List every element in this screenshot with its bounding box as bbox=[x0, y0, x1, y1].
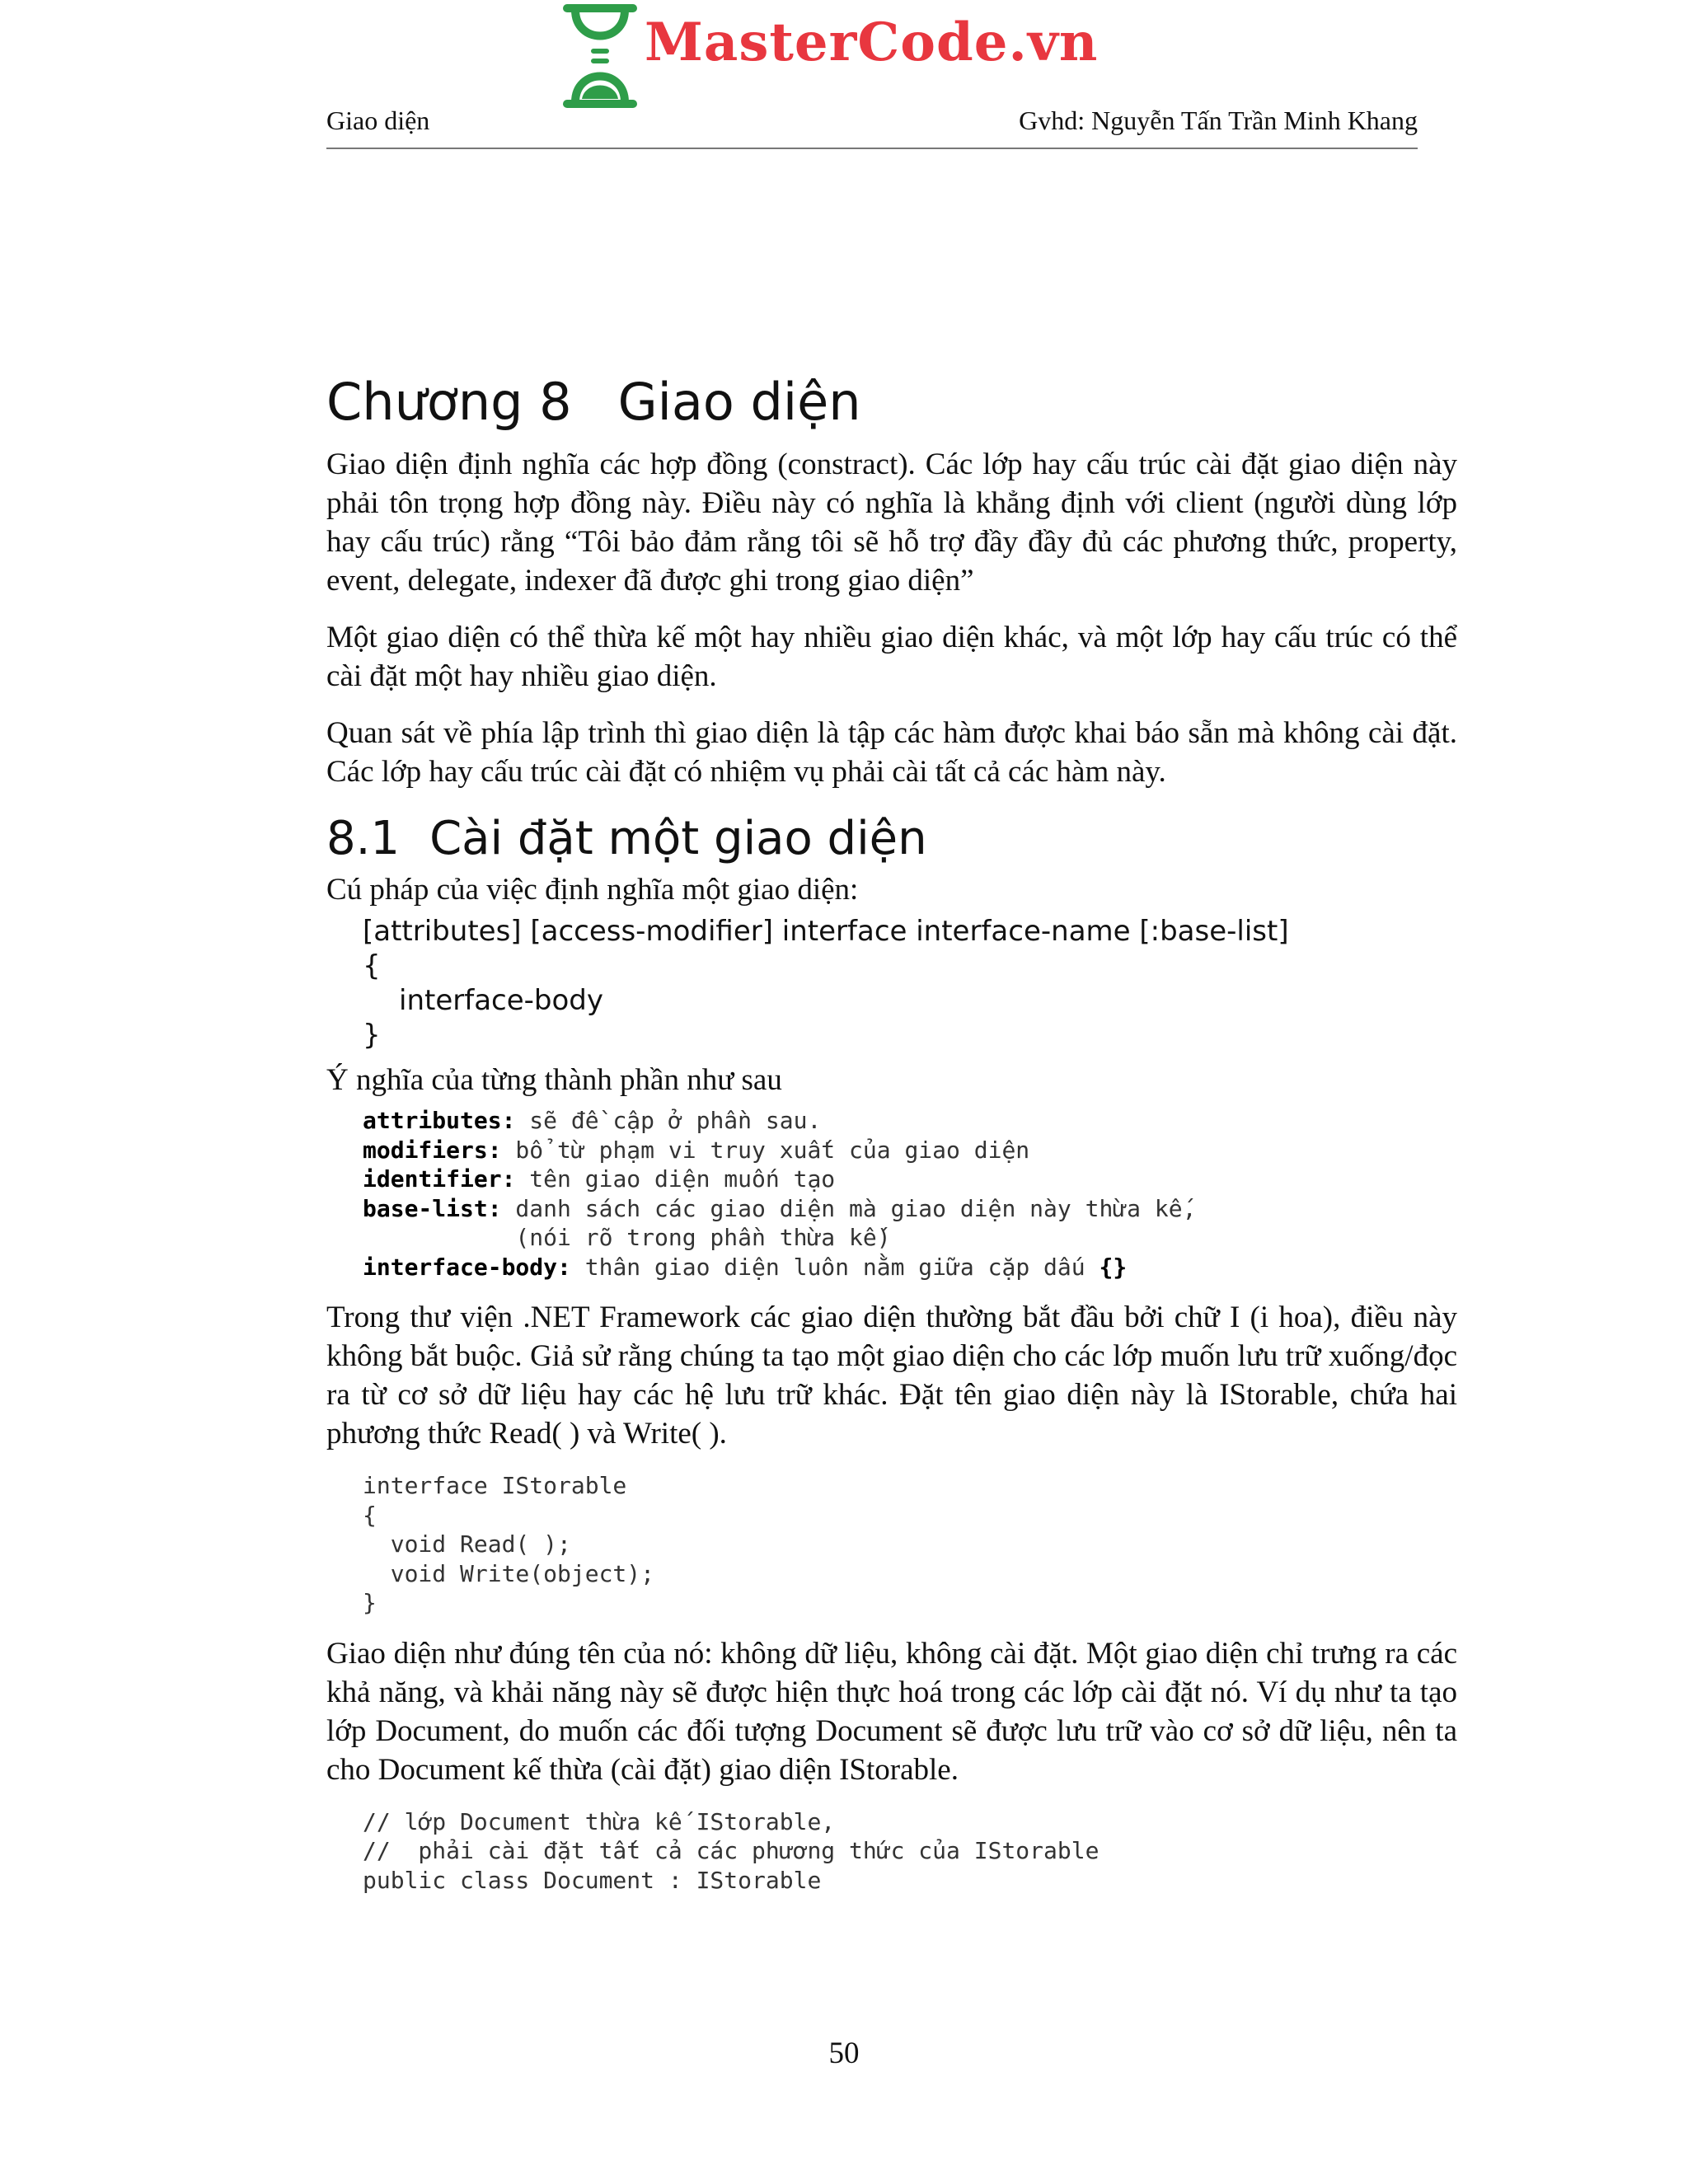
meaning-term: attributes: bbox=[363, 1107, 516, 1134]
syntax-intro: Cú pháp của việc định nghĩa một giao diện: bbox=[326, 873, 859, 907]
meaning-desc: thân giao diện luôn nằm giữa cặp dấu bbox=[570, 1253, 1100, 1281]
syntax-line: [attributes] [access-modifier] interface interface-name [:base-list] bbox=[363, 915, 1289, 948]
net-framework-paragraph: Trong thư viện .NET Framework các giao diện thường bắt đầu bởi chữ I (i hoa), điều này không bắt buộc. Giả sử rằng chúng ta tạo một giao diện cho các lớp muốn lưu trữ xuống/đọc ra từ cơ sở dữ liệu hay các hệ lưu trữ khác. Đặt tên giao diện này là IStorable, chứa hai phương thức Read( ) và Write( ). bbox=[326, 1301, 1457, 1451]
header-section-title: Giao diện bbox=[326, 105, 430, 135]
code-line: void Read( ); bbox=[363, 1530, 571, 1558]
code-line: // phải cài đặt tất cả các phương thức của IStorable bbox=[363, 1837, 1100, 1864]
section-number: 8.1 bbox=[326, 812, 401, 865]
meaning-intro: Ý nghĩa của từng thành phần như sau bbox=[326, 1063, 782, 1097]
meaning-desc: danh sách các giao diện mà giao diện này thừa kế, bbox=[501, 1194, 1197, 1222]
meaning-desc: sẽ đề cập ở phần sau. bbox=[515, 1107, 822, 1134]
intro-paragraph-2: Một giao diện có thể thừa kế một hay nhiều giao diện khác, và một lớp hay cấu trúc có thể cài đặt một hay nhiều giao diện. bbox=[326, 621, 1457, 693]
page-number: 50 bbox=[828, 2036, 860, 2070]
code-line: void Write(object); bbox=[363, 1559, 655, 1587]
meaning-item bbox=[363, 1223, 1457, 1253]
meaning-item bbox=[363, 1194, 1457, 1224]
syntax-close-brace: } bbox=[363, 1019, 381, 1052]
code-line: { bbox=[363, 1501, 377, 1529]
section-heading bbox=[326, 811, 1457, 867]
document-paragraph: Giao diện như đúng tên của nó: không dữ liệu, không cài đặt. Một giao diện chỉ trưng ra các khả năng, và khải năng này sẽ được hiện thực hoá trong các lớp cài đặt nó. Ví dụ như ta tạo lớp Document, do muốn các đối tượng Document sẽ được lưu trữ vào cơ sở dữ liệu, nên ta cho Document kế thừa (cài đặt) giao diện IStorable. bbox=[326, 1636, 1457, 1787]
code-line: } bbox=[363, 1589, 377, 1616]
meaning-term: base-list: bbox=[363, 1194, 502, 1222]
section-title: Cài đặt một giao diện bbox=[429, 812, 927, 865]
meaning-item bbox=[363, 1165, 1457, 1194]
header-divider bbox=[326, 148, 1418, 149]
intro-paragraph-1: Giao diện định nghĩa các hợp đồng (constract). Các lớp hay cấu trúc cài đặt giao diện này phải tôn trọng hợp đồng này. Điều này có nghĩa là khẳng định với client (người dùng lớp hay cấu trúc) rằng “Tôi bảo đảm rằng tôi sẽ hỗ trợ đầy đầy đủ các phương thức, property, event, delegate, indexer đã được ghi trong giao diện” bbox=[326, 448, 1457, 598]
code-line: // lớp Document thừa kế IStorable, bbox=[363, 1807, 836, 1835]
meaning-item bbox=[363, 1253, 1457, 1282]
meaning-item bbox=[363, 1136, 1457, 1165]
code-document bbox=[363, 1807, 1457, 1896]
chapter-title: Giao diện bbox=[617, 372, 861, 432]
meaning-item bbox=[363, 1106, 1457, 1136]
site-logo[interactable] bbox=[560, 0, 1137, 111]
code-line: interface IStorable bbox=[363, 1472, 627, 1499]
meaning-term: identifier: bbox=[363, 1165, 516, 1193]
code-line: public class Document : IStorable bbox=[363, 1866, 822, 1894]
chapter-heading bbox=[326, 371, 1457, 434]
meaning-desc: bổ từ phạm vi truy xuất của giao diện bbox=[501, 1136, 1030, 1164]
main-content bbox=[326, 371, 1457, 1911]
meaning-desc: (nói rõ trong phần thừa kế) bbox=[363, 1224, 891, 1251]
intro-paragraph-3: Quan sát về phía lập trình thì giao diện là tập các hàm được khai báo sẵn mà không cài đặt. Các lớp hay cấu trúc cài đặt có nhiệm vụ phải cài tất cả các hàm này. bbox=[326, 716, 1457, 789]
meaning-list bbox=[363, 1106, 1457, 1282]
meaning-term: modifiers: bbox=[363, 1136, 502, 1164]
syntax-body: interface-body bbox=[399, 984, 603, 1017]
hourglass-icon bbox=[560, 2, 640, 110]
logo-text: MasterCode.vn bbox=[645, 12, 1099, 73]
syntax-open-brace: { bbox=[363, 949, 381, 982]
chapter-number: Chương 8 bbox=[326, 372, 572, 432]
meaning-braces: {} bbox=[1099, 1253, 1128, 1281]
meaning-desc: tên giao diện muốn tạo bbox=[515, 1165, 836, 1193]
syntax-block bbox=[363, 914, 1457, 1052]
code-istorable bbox=[363, 1471, 1457, 1618]
meaning-term: interface-body: bbox=[363, 1253, 571, 1281]
header-instructor: Gvhd: Nguyễn Tấn Trần Minh Khang bbox=[1019, 105, 1418, 135]
